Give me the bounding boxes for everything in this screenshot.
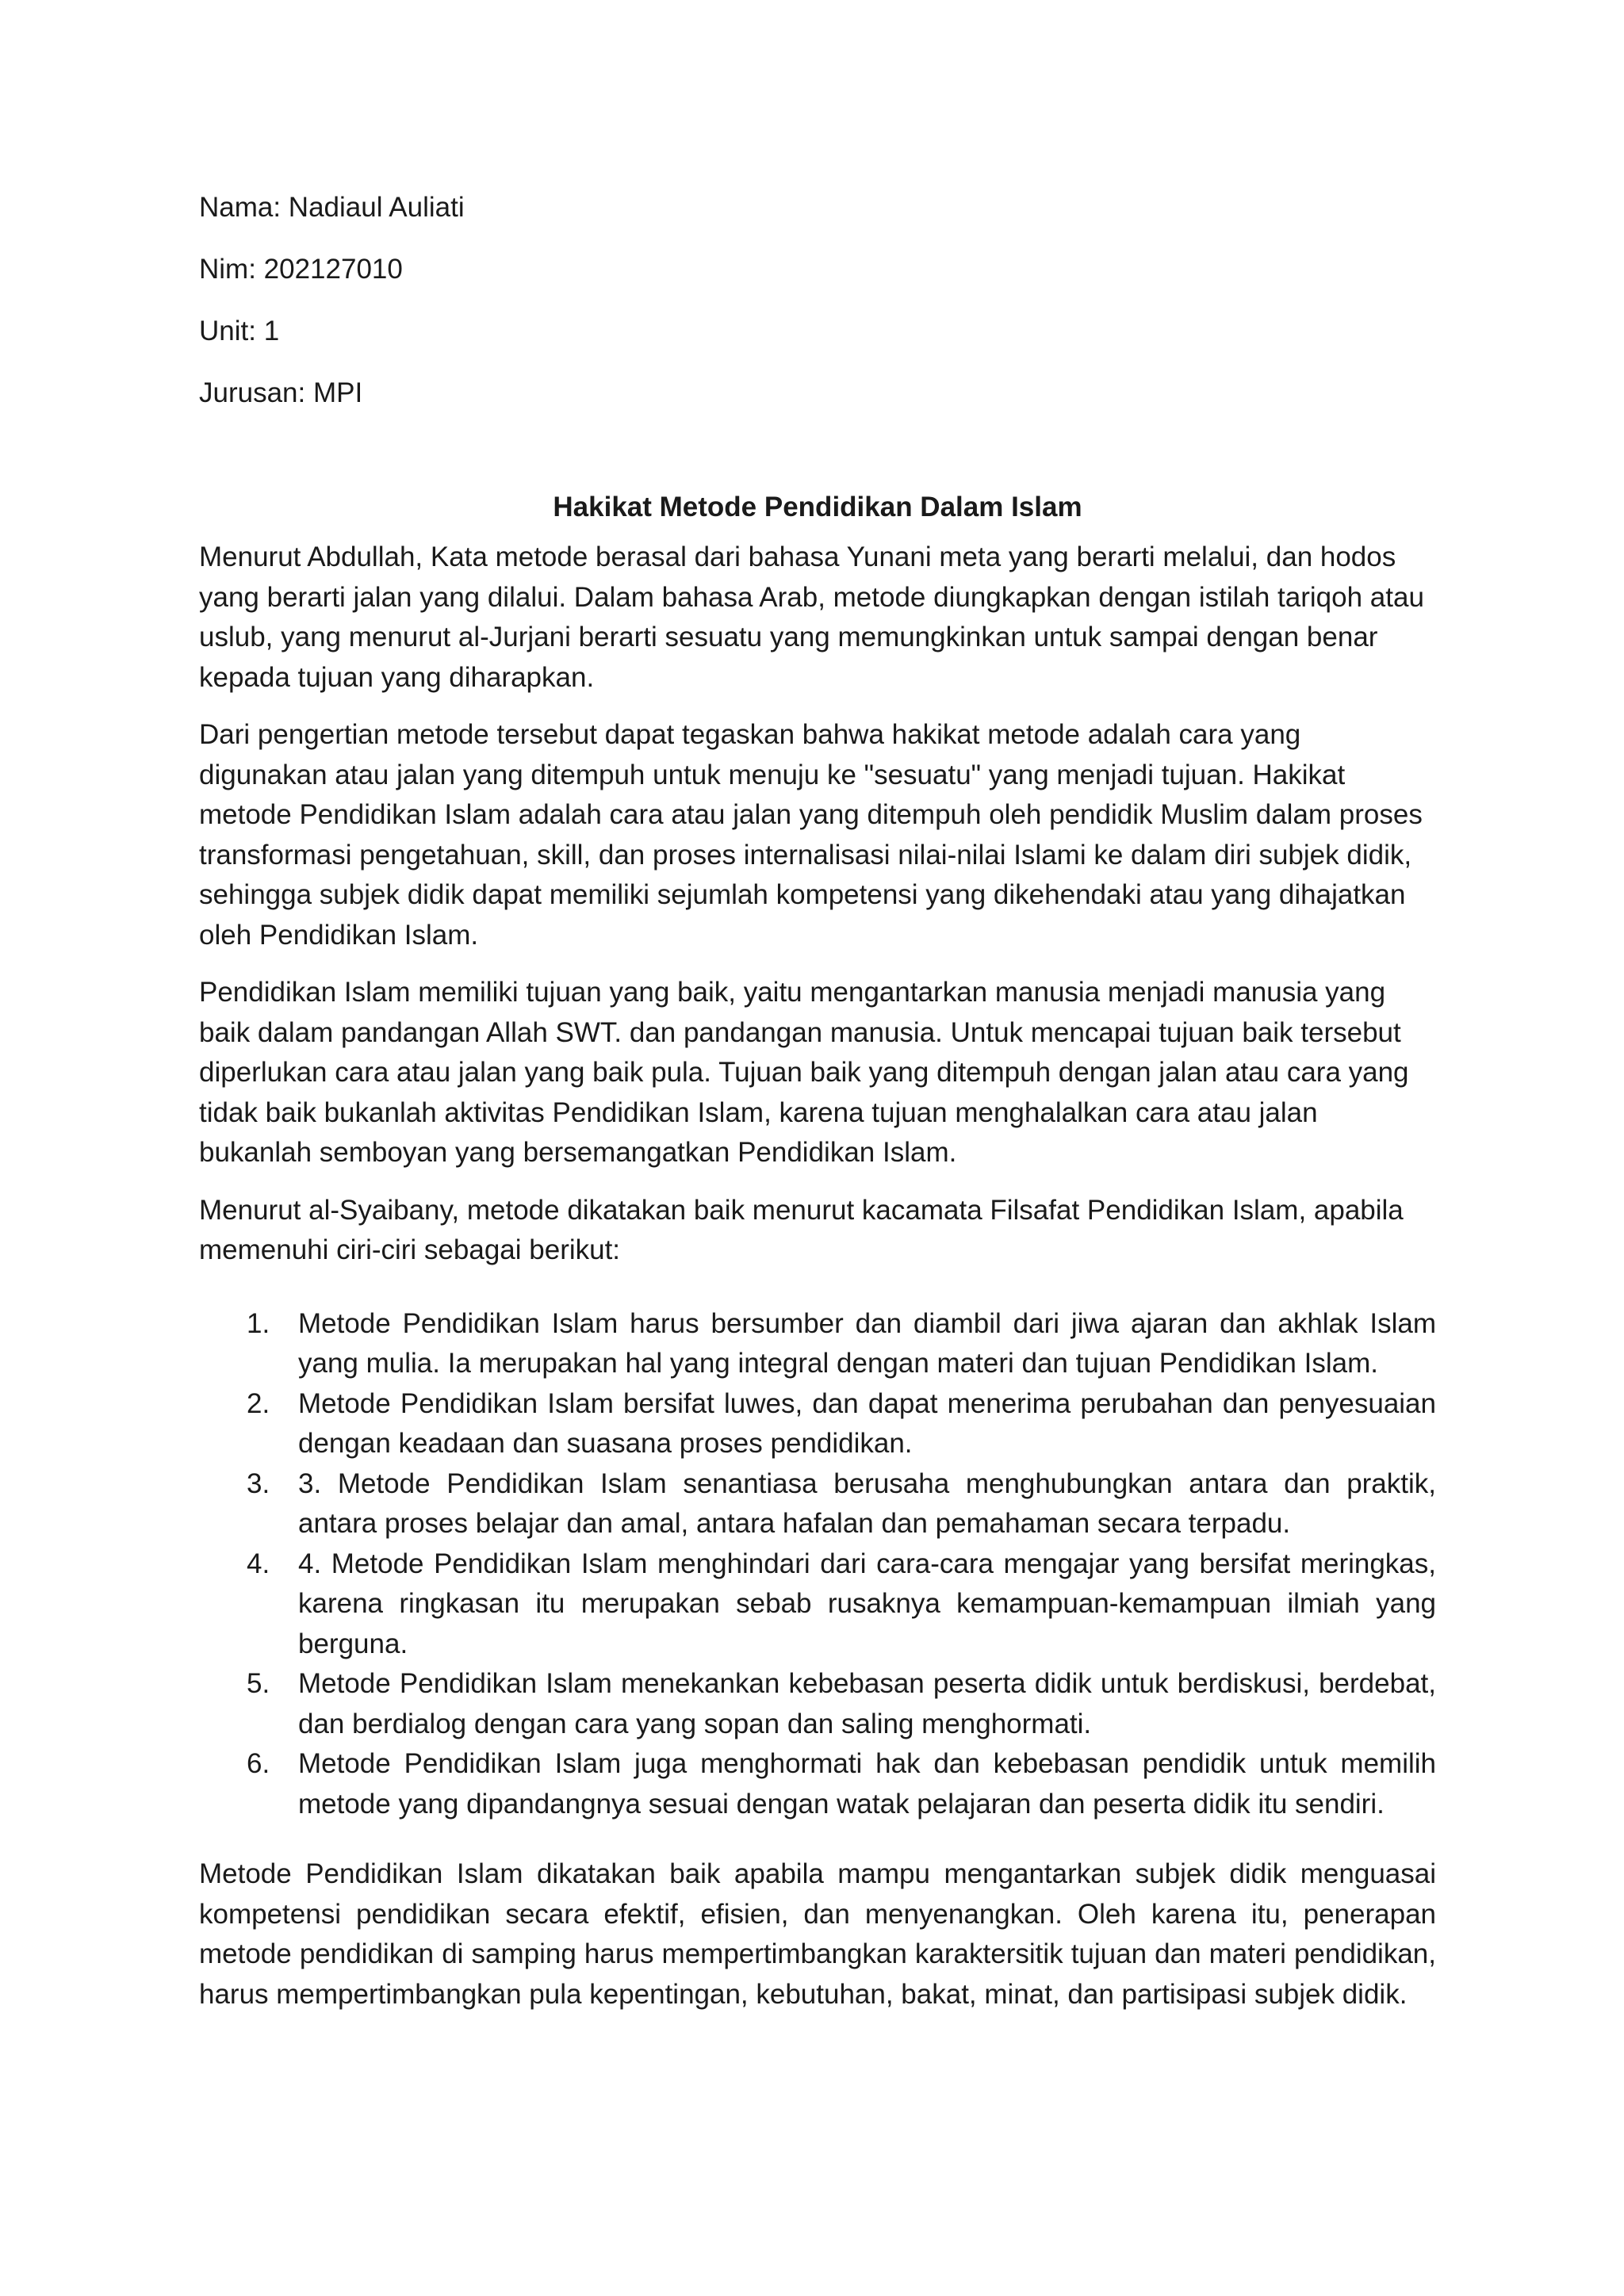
list-item-text: Metode Pendidikan Islam bersifat luwes, dan dapat menerima perubahan dan penyesuaian dengan keadaan dan suasana proses pendidikan. [298,1387,1436,1459]
list-item [199,1384,1436,1464]
student-nim: Nim: 202127010 [199,254,403,285]
list-item-text: Metode Pendidikan Islam menekankan kebebasan peserta didik untuk berdiskusi, berdebat, dan berdialog dengan cara yang sopan dan saling menghormati. [298,1668,1436,1739]
student-name: Nama: Nadiaul Auliati [199,192,465,223]
paragraph-goal: Pendidikan Islam memiliki tujuan yang baik, yaitu mengantarkan manusia menjadi manusia yang baik dalam pandangan Allah SWT. dan pandangan manusia. Untuk mencapai tujuan baik tersebut diperlukan cara atau jalan yang baik pula. Tujuan baik yang ditempuh dengan jalan atau cara yang tidak baik bukanlah aktivitas Pendidikan Islam, karena tujuan menghalalkan cara atau jalan bukanlah semboyan yang bersemangatkan Pendidikan Islam. [199,977,1409,1168]
list-item-text: Metode Pendidikan Islam harus bersumber dan diambil dari jiwa ajaran dan akhlak Islam yang mulia. Ia merupakan hal yang integral dengan materi dan tujuan Pendidikan Islam. [298,1307,1436,1379]
list-item-text: 3. Metode Pendidikan Islam senantiasa berusaha menghubungkan antara dan praktik, antara proses belajar dan amal, antara hafalan dan pemahaman secara terpadu. [298,1468,1436,1539]
criteria-list [199,1304,1436,1825]
document-title: Hakikat Metode Pendidikan Dalam Islam [553,492,1082,522]
list-item-number: 5. [247,1668,270,1699]
list-item-number: 2. [247,1387,270,1419]
student-jurusan: Jurusan: MPI [199,377,363,408]
paragraph-criteria-intro: Menurut al-Syaibany, metode dikatakan baik menurut kacamata Filsafat Pendidikan Islam, apabila memenuhi ciri-ciri sebagai berikut: [199,1194,1404,1265]
list-item-number: 3. [247,1468,270,1499]
student-info [199,190,1436,411]
list-item-text: 4. Metode Pendidikan Islam menghindari dari cara-cara mengajar yang bersifat meringkas, karena ringkasan itu merupakan sebab rusaknya kemampuan-kemampuan ilmiah yang berguna. [298,1548,1436,1659]
list-item [199,1664,1436,1744]
document-page [199,190,1436,2032]
list-item-number: 6. [247,1748,270,1779]
paragraph-definition: Menurut Abdullah, Kata metode berasal dari bahasa Yunani meta yang berarti melalui, dan hodos yang berarti jalan yang dilalui. Dalam bahasa Arab, metode diungkapkan dengan istilah tariqoh atau uslub, yang menurut al-Jurjani berarti sesuatu yang memungkinkan untuk sampai dengan benar kepada tujuan yang diharapkan. [199,541,1424,693]
list-item-text: Metode Pendidikan Islam juga menghormati hak dan kebebasan pendidik untuk memilih metode yang dipandangnya sesuai dengan watak pelajaran dan peserta didik itu sendiri. [298,1748,1436,1820]
paragraph-essence: Dari pengertian metode tersebut dapat tegaskan bahwa hakikat metode adalah cara yang digunakan atau jalan yang ditempuh untuk menuju ke "sesuatu" yang menjadi tujuan. Hakikat metode Pendidikan Islam adalah cara atau jalan yang ditempuh oleh pendidik Muslim dalam proses transformasi pengetahuan, skill, dan proses internalisasi nilai-nilai Islami ke dalam diri subjek didik, sehingga subjek didik dapat memiliki sejumlah kompetensi yang dikehendaki atau yang dihajatkan oleh Pendidikan Islam. [199,719,1423,951]
list-item [199,1544,1436,1665]
list-item-number: 4. [247,1548,270,1579]
list-item [199,1304,1436,1384]
student-unit: Unit: 1 [199,316,280,346]
paragraph-closing: Metode Pendidikan Islam dikatakan baik apabila mampu mengantarkan subjek didik menguasai kompetensi pendidikan secara efektif, efisien, dan menyenangkan. Oleh karena itu, penerapan metode pendidikan di samping harus mempertimbangkan karaktersitik tujuan dan materi pendidikan, harus mempertimbangkan pula kepentingan, kebutuhan, bakat, minat, dan partisipasi subjek didik. [199,1858,1436,2010]
list-item-number: 1. [247,1307,270,1339]
list-item [199,1744,1436,1824]
list-item [199,1464,1436,1544]
